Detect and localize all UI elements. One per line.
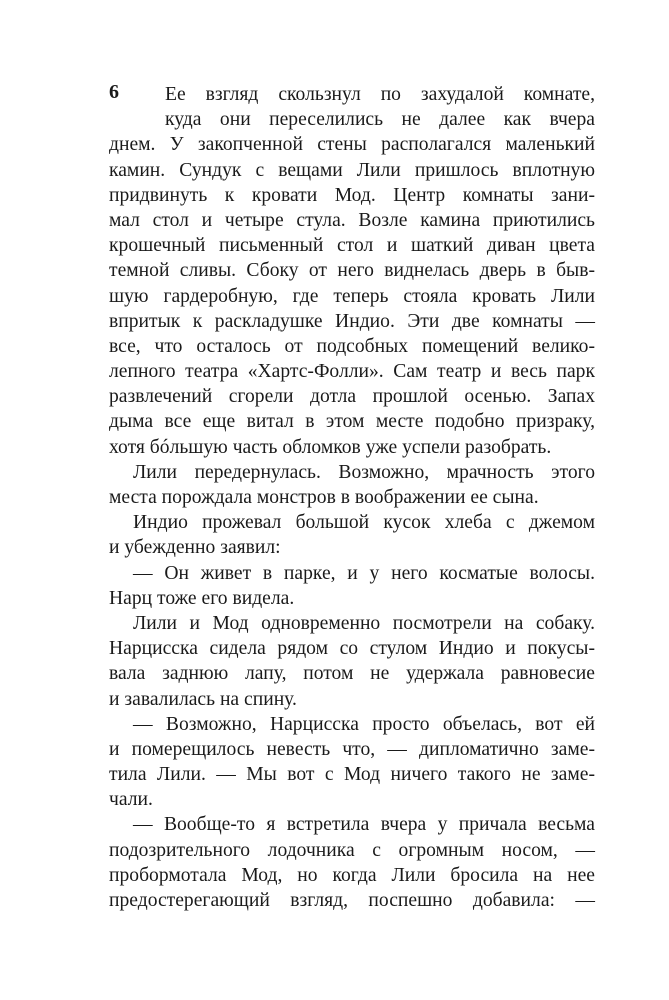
text-line: подозрительного лодочника с огромным носом, — xyxy=(109,839,595,861)
text-line: Нарц тоже его видела. xyxy=(109,587,295,609)
text-line: и завалилась на спину. xyxy=(109,688,297,710)
text-line: камин. Сундук с вещами Лили пришлось вплотную xyxy=(109,159,595,181)
text-line: Лили и Мод одновременно посмотрели на собаку. xyxy=(133,612,595,634)
text-line: темной сливы. Сбоку от него виднелась дверь в быв- xyxy=(109,260,595,282)
text-line: хотя бóльшую часть обломков уже успели разобрать. xyxy=(109,436,552,458)
text-line: мал стол и четыре стула. Возле камина приютились xyxy=(109,209,595,231)
text-line: чали. xyxy=(109,789,153,811)
text-line: пробормотала Мод, но когда Лили бросила на нее xyxy=(109,864,595,886)
text-line: — Возможно, Нарцисска просто объелась, вот ей xyxy=(133,713,595,735)
text-line: вала заднюю лапу, потом не удержала равновесие xyxy=(109,663,595,685)
text-line: придвинуть к кровати Мод. Центр комнаты зани- xyxy=(109,184,595,206)
text-line: Индио прожевал большой кусок хлеба с джемом xyxy=(133,512,595,534)
text-line: все, что осталось от подсобных помещений велико- xyxy=(109,335,595,357)
text-line: крошечный письменный стол и шаткий диван цвета xyxy=(109,235,595,257)
text-line: шую гардеробную, где теперь стояла кровать Лили xyxy=(109,285,595,307)
text-line: лепного театра «Хартс-Фолли». Сам театр и весь парк xyxy=(109,361,595,383)
text-line: места порождала монстров в воображении ее сына. xyxy=(109,487,539,508)
text-line: впритык к раскладушке Индио. Эти две комнаты — xyxy=(109,310,595,332)
text-line: — Вообще-то я встретила вчера у причала весьма xyxy=(133,814,595,836)
text-line: Ее взгляд скользнул по захудалой комнате, xyxy=(165,84,595,105)
body-text xyxy=(109,82,595,913)
text-line: и убежденно заявил: xyxy=(109,537,281,559)
text-line: — Он живет в парке, и у него косматые волосы. xyxy=(133,562,595,584)
text-line: и померещилось невесть что, — дипломатично заме- xyxy=(109,738,595,760)
text-line: тила Лили. — Мы вот с Мод ничего такого не заме- xyxy=(109,764,595,786)
text-line: Нарцисска сидела рядом со стулом Индио и покусы- xyxy=(109,638,595,660)
text-line: днем. У закопченной стены располагался маленький xyxy=(109,134,595,156)
text-line: куда они переселились не далее как вчера xyxy=(165,109,595,131)
text-line: Лили передернулась. Возможно, мрачность этого xyxy=(133,461,595,483)
page-number: 6 xyxy=(109,81,119,103)
text-line: предостерегающий взгляд, поспешно добавила: — xyxy=(109,890,595,911)
text-line: дыма все еще витал в этом месте подобно призраку, xyxy=(109,411,595,433)
text-line: развлечений сгорели дотла прошлой осенью. Запах xyxy=(109,386,595,408)
